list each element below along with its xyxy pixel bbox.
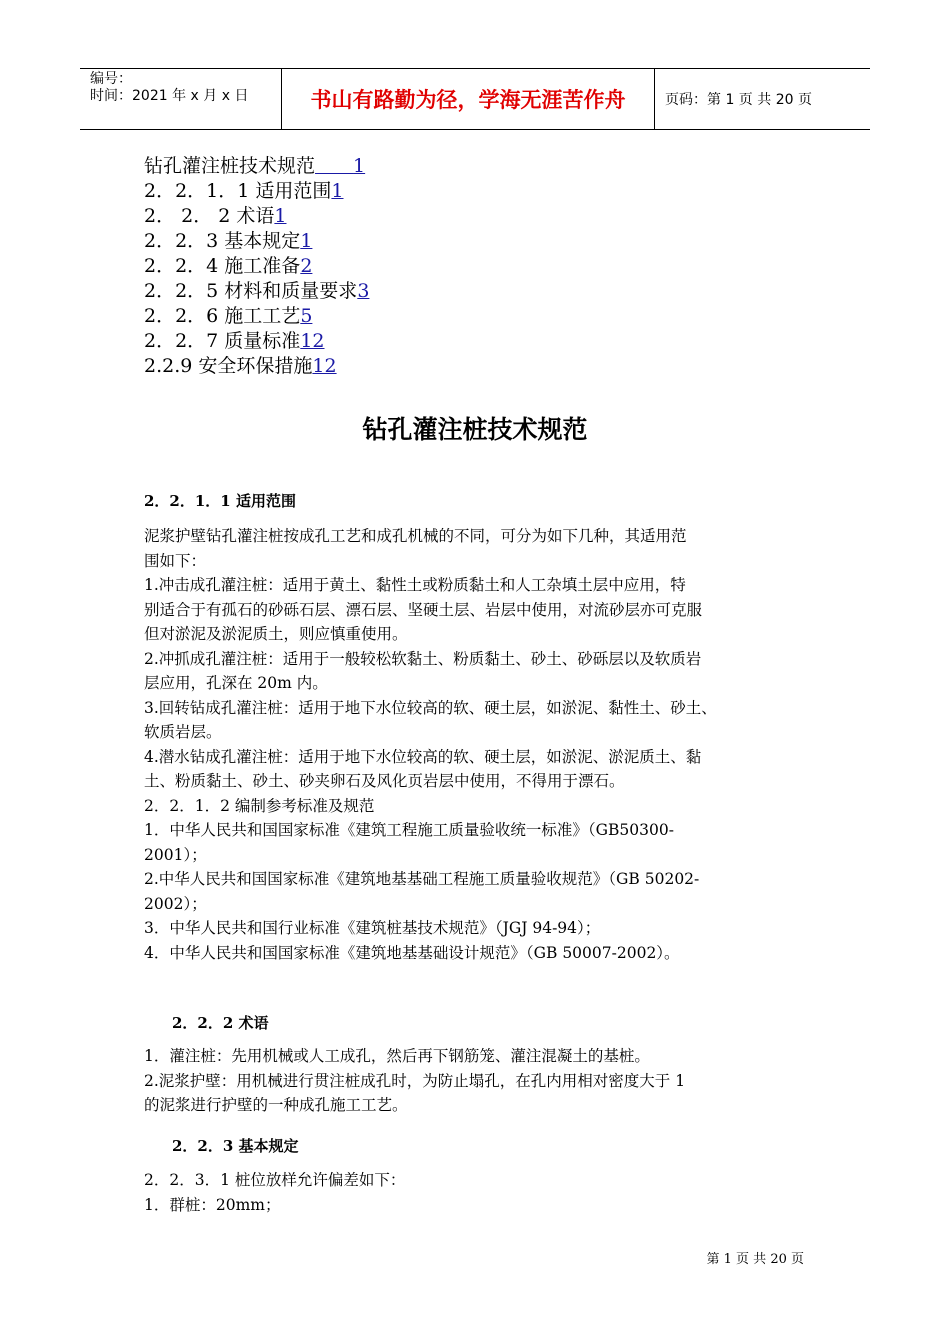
toc-entry-text: 2．2．3 基本规定	[144, 230, 301, 252]
paragraph-line: 但对淤泥及淤泥质土，则应慎重使用。	[144, 625, 408, 643]
toc-page-link[interactable]: 1	[331, 180, 344, 202]
paragraph-line: 1．中华人民共和国国家标准《建筑工程施工质量验收统一标准》（GB50300-	[144, 821, 674, 839]
section-body-terms	[144, 1044, 814, 1118]
toc-page-link[interactable]: 12	[300, 330, 325, 352]
paragraph-line: 2.泥浆护壁：用机械进行贯注桩成孔时，为防止塌孔，在孔内用相对密度大于 1	[144, 1071, 686, 1090]
toc-entry[interactable]	[144, 329, 369, 354]
toc-entry-text: 2．2．5 材料和质量要求	[144, 280, 358, 302]
toc-page-link[interactable]: 1	[274, 205, 287, 227]
paragraph-line: 3．中华人民共和国行业标准《建筑桩基技术规范》（JGJ 94-94）；	[144, 919, 601, 937]
toc-page-link[interactable]: 2	[300, 255, 313, 277]
section-heading-rules: 2．2．3 基本规定	[172, 1137, 299, 1155]
page-header	[80, 68, 870, 130]
toc-page-link[interactable]: 12	[312, 355, 337, 377]
paragraph-line: 土、粉质黏土、砂土、砂夹卵石及风化页岩层中使用，不得用于漂石。	[144, 772, 625, 790]
section-body-scope	[144, 524, 814, 965]
table-of-contents	[144, 154, 369, 379]
toc-entry[interactable]	[144, 179, 369, 204]
section-body-rules	[144, 1168, 814, 1217]
toc-entry[interactable]	[144, 304, 369, 329]
paragraph-line: 2．2．3．1 桩位放样允许偏差如下：	[144, 1171, 406, 1189]
toc-entry-text: 2．2．6 施工工艺	[144, 305, 301, 327]
paragraph-line: 3.回转钻成孔灌注桩：适用于地下水位较高的软、硬土层，如淤泥、黏性土、砂土、	[144, 698, 717, 717]
toc-page-link[interactable]: 1	[353, 155, 366, 177]
header-motto: 书山有路勤为径，学海无涯苦作舟	[282, 69, 655, 129]
document-title: 钻孔灌注桩技术规范	[362, 415, 588, 444]
paragraph-line: 2.冲抓成孔灌注桩：适用于一般较松软黏土、粉质黏土、砂土、砂砾层以及软质岩	[144, 649, 702, 668]
page-footer: 第 1 页 共 20 页	[706, 1252, 804, 1267]
toc-page-link[interactable]: 1	[300, 230, 313, 252]
paragraph-line: 1．群桩：20mm；	[144, 1195, 281, 1214]
paragraph-line: 4．中华人民共和国国家标准《建筑地基基础设计规范》（GB 50007-2002）。	[144, 943, 680, 962]
toc-page-link[interactable]: 5	[300, 305, 313, 327]
header-page-info: 页码：第 1 页 共 20 页	[665, 92, 812, 108]
paragraph-line: 4.潜水钻成孔灌注桩：适用于地下水位较高的软、硬土层，如淤泥、淤泥质土、黏	[144, 747, 702, 766]
toc-entry-text: 2． 2． 2 术语	[144, 205, 275, 227]
paragraph-line: 2．2．1．2 编制参考标准及规范	[144, 796, 375, 815]
section-heading-terms: 2．2．2 术语	[172, 1014, 269, 1032]
toc-entry-text: 2．2．1．1 适用范围	[144, 180, 332, 202]
toc-entry-text: 2．2．7 质量标准	[144, 330, 301, 352]
header-meta	[80, 69, 282, 129]
toc-page-link[interactable]: 3	[357, 280, 370, 302]
paragraph-line: 围如下：	[144, 551, 207, 570]
paragraph-line: 2002）；	[144, 894, 207, 913]
toc-entry[interactable]	[144, 354, 369, 379]
toc-entry-text: 2．2．4 施工准备	[144, 255, 301, 277]
paragraph-line: 1.冲击成孔灌注桩：适用于黄土、黏性土或粉质黏土和人工杂填土层中应用，特	[144, 576, 686, 594]
paragraph-line: 别适合于有孤石的砂砾石层、漂石层、坚硬土层、岩层中使用，对流砂层亦可克服	[144, 600, 703, 619]
toc-entry-text: 钻孔灌注桩技术规范	[144, 155, 316, 177]
paragraph-line: 2001）；	[144, 845, 207, 864]
section-heading-scope: 2．2．1．1 适用范围	[144, 492, 296, 510]
toc-entry[interactable]	[144, 204, 369, 229]
toc-entry[interactable]	[144, 254, 369, 279]
paragraph-line: 1．灌注桩：先用机械或人工成孔，然后再下钢筋笼、灌注混凝土的基桩。	[144, 1047, 650, 1065]
paragraph-line: 层应用，孔深在 20m 内。	[144, 674, 328, 692]
toc-entry[interactable]	[144, 229, 369, 254]
paragraph-line: 2.中华人民共和国国家标准《建筑地基基础工程施工质量验收规范》（GB 50202-	[144, 870, 700, 888]
paragraph-line: 泥浆护壁钻孔灌注桩按成孔工艺和成孔机械的不同，可分为如下几种，其适用范	[144, 527, 687, 545]
toc-entry[interactable]	[144, 279, 369, 304]
toc-entry-text: 2.2.9 安全环保措施	[144, 355, 313, 377]
header-time: 时间：2021 年 x 月 x 日	[90, 88, 249, 104]
toc-entry[interactable]	[144, 154, 369, 179]
paragraph-line: 的泥浆进行护壁的一种成孔施工工艺。	[144, 1096, 408, 1114]
header-code: 编号：	[90, 71, 132, 87]
paragraph-line: 软质岩层。	[144, 723, 222, 741]
